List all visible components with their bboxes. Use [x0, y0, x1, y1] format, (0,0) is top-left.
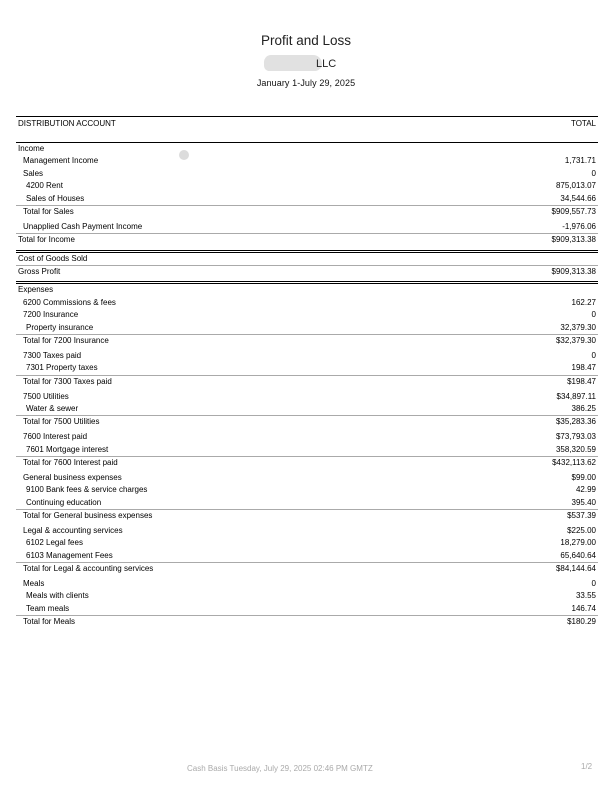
- profit-loss-table: [16, 116, 598, 629]
- account-label: 7601 Mortgage interest: [26, 444, 109, 454]
- total-row: [16, 562, 598, 575]
- account-label: Total for 7200 Insurance: [23, 335, 109, 345]
- table-row: [16, 221, 598, 233]
- account-total: $73,793.03: [555, 432, 596, 442]
- report-period: January 1-July 29, 2025: [256, 78, 356, 88]
- account-label: Total for 7500 Utilities: [23, 417, 100, 427]
- account-total: 198.47: [571, 363, 596, 373]
- table-row: [16, 322, 598, 334]
- company-name-redacted: [264, 55, 322, 71]
- account-total: $35,283.36: [555, 417, 596, 427]
- table-row: [16, 484, 598, 496]
- account-total: $198.47: [567, 376, 596, 386]
- account-label: 6200 Commissions & fees: [23, 297, 116, 307]
- column-header-account: DISTRIBUTION ACCOUNT: [18, 119, 116, 128]
- account-total: $909,313.38: [551, 267, 596, 277]
- section-row: [16, 281, 598, 296]
- account-label: 7600 Interest paid: [23, 432, 88, 442]
- account-label: Unapplied Cash Payment Income: [23, 221, 143, 231]
- total-row: [16, 205, 598, 218]
- account-label: Total for 7300 Taxes paid: [23, 376, 112, 386]
- account-total: 32,379.30: [560, 322, 596, 332]
- account-label: Total for Income: [18, 235, 75, 245]
- table-row: [16, 350, 598, 362]
- account-label: Total for Legal & accounting services: [23, 564, 154, 574]
- account-total: 33.55: [575, 591, 596, 601]
- account-total: $432,113.62: [552, 457, 596, 467]
- account-label: Total for General business expenses: [23, 511, 153, 521]
- table-row: [16, 497, 598, 509]
- account-total: 34,544.66: [560, 193, 596, 203]
- account-total: $99.00: [571, 472, 596, 482]
- account-label: 6103 Management Fees: [26, 550, 113, 560]
- account-label: Property insurance: [26, 322, 94, 332]
- table-row: [16, 193, 598, 205]
- total-row: [16, 265, 598, 278]
- account-total: 146.74: [571, 603, 596, 613]
- table-row: [16, 391, 598, 403]
- account-total: 18,279.00: [560, 538, 596, 548]
- account-label: Cost of Goods Sold: [18, 253, 88, 263]
- account-total: 162.27: [571, 297, 596, 307]
- account-label: Meals with clients: [26, 591, 89, 601]
- account-total: 0: [591, 350, 596, 360]
- account-label: Meals: [23, 579, 45, 588]
- account-label: 7200 Insurance: [23, 310, 79, 320]
- account-total: 1,731.71: [564, 156, 596, 166]
- account-total: $34,897.11: [556, 391, 596, 401]
- table-row: [16, 590, 598, 602]
- account-label: Expenses: [18, 285, 54, 295]
- account-total: $909,313.38: [551, 235, 596, 245]
- account-total: -1,976.06: [562, 221, 596, 231]
- account-total: $909,557.73: [551, 206, 596, 216]
- total-row: [16, 615, 598, 628]
- account-total: $537.39: [567, 511, 596, 521]
- table-row: [16, 578, 598, 590]
- table-row: [16, 472, 598, 484]
- table-row: [16, 603, 598, 615]
- column-header-total: TOTAL: [570, 119, 596, 128]
- report-title: Profit and Loss: [260, 33, 352, 48]
- account-label: 4200 Rent: [26, 181, 63, 191]
- total-row: [16, 233, 598, 246]
- table-row: [16, 525, 598, 537]
- cursor-dot: [179, 150, 189, 160]
- total-row: [16, 456, 598, 469]
- account-total: $225.00: [567, 525, 596, 535]
- table-header: [16, 116, 598, 142]
- table-row: [16, 444, 598, 456]
- table-row: [16, 180, 598, 192]
- table-row: [16, 537, 598, 549]
- section-row: [16, 143, 598, 155]
- table-body: [16, 143, 598, 629]
- account-label: 7500 Utilities: [23, 391, 69, 401]
- table-row: [16, 297, 598, 309]
- account-total: 42.99: [575, 485, 596, 495]
- account-total: 65,640.64: [560, 550, 596, 560]
- account-label: 6102 Legal fees: [26, 538, 83, 548]
- account-total: 395.40: [571, 497, 596, 507]
- account-label: 9100 Bank fees & service charges: [26, 485, 148, 495]
- company-name-suffix: LLC: [316, 58, 337, 70]
- account-label: Total for Sales: [23, 206, 74, 216]
- account-total: $180.29: [567, 617, 596, 627]
- account-label: Total for Meals: [23, 617, 76, 627]
- account-total: 386.25: [571, 403, 596, 413]
- account-total: 0: [591, 579, 596, 588]
- table-row: [16, 309, 598, 321]
- account-total: 0: [591, 310, 596, 320]
- account-label: Income: [18, 144, 45, 153]
- account-label: Team meals: [26, 603, 70, 613]
- account-label: Water & sewer: [26, 403, 79, 413]
- account-label: Continuing education: [26, 497, 102, 507]
- account-label: Total for 7600 Interest paid: [23, 457, 118, 467]
- account-label: 7300 Taxes paid: [23, 350, 82, 360]
- total-row: [16, 375, 598, 388]
- account-label: General business expenses: [23, 472, 122, 482]
- account-total: $32,379.30: [555, 335, 596, 345]
- total-row: [16, 334, 598, 347]
- account-total: $84,144.64: [555, 564, 596, 574]
- table-row: [16, 168, 598, 180]
- account-total: 358,320.59: [555, 444, 596, 454]
- account-label: Gross Profit: [18, 267, 61, 277]
- table-row: [16, 431, 598, 443]
- total-row: [16, 415, 598, 428]
- table-row: [16, 403, 598, 415]
- account-total: 0: [591, 168, 596, 178]
- section-row: [16, 250, 598, 265]
- account-label: Management Income: [23, 156, 99, 166]
- account-label: Sales of Houses: [26, 193, 85, 203]
- account-label: Sales: [23, 168, 44, 178]
- table-row: [16, 362, 598, 374]
- page-number: 1/2: [581, 762, 593, 771]
- account-total: 875,013.07: [555, 181, 596, 191]
- account-label: Legal & accounting services: [23, 525, 123, 535]
- table-row: [16, 550, 598, 562]
- total-row: [16, 509, 598, 522]
- account-label: 7301 Property taxes: [26, 363, 98, 373]
- footer-basis: Cash Basis Tuesday, July 29, 2025 02:46 PM GMTZ: [187, 764, 373, 773]
- table-row: [16, 155, 598, 167]
